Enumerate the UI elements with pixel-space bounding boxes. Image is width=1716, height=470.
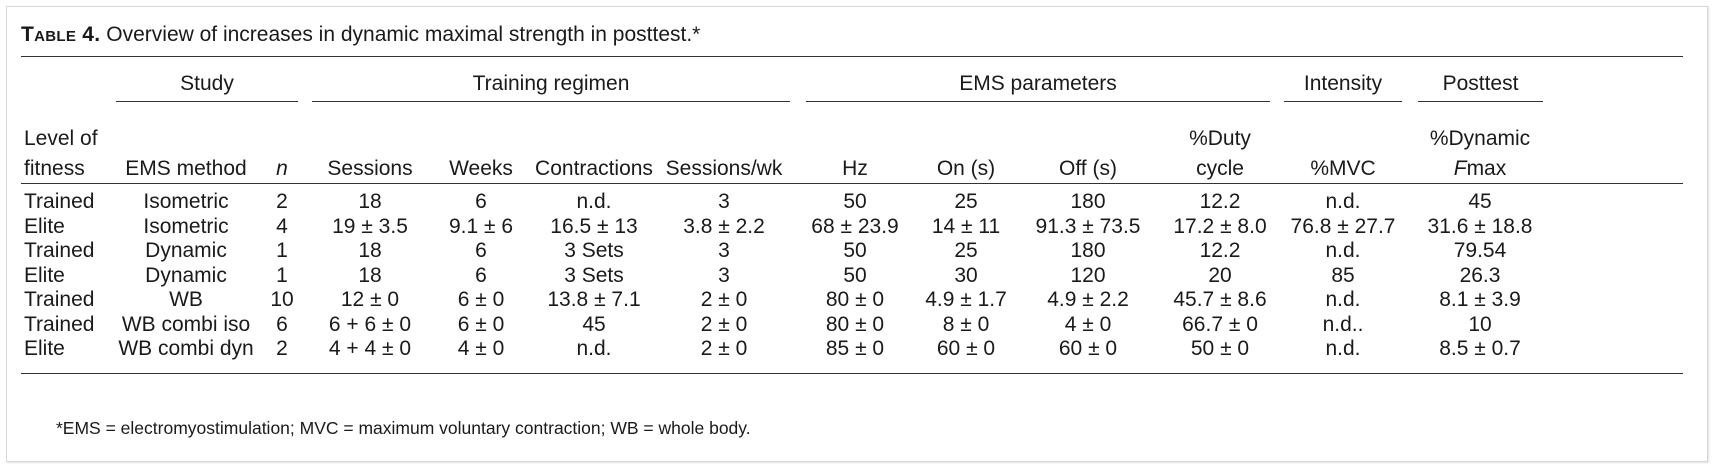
cell-method: Isometric bbox=[143, 214, 229, 238]
cell-dynamic-fmax: 45 bbox=[1468, 190, 1492, 213]
cell-fitness: Trained bbox=[24, 239, 95, 262]
cell-hz: 50 bbox=[843, 190, 867, 213]
cell-sessions: 18 bbox=[358, 239, 382, 262]
cell-n: 2 bbox=[276, 337, 288, 360]
cell-off: 180 bbox=[1070, 239, 1106, 262]
group-posttest: Posttest bbox=[1442, 72, 1519, 95]
cell-sessions: 4 + 4 ± 0 bbox=[328, 337, 412, 360]
cell-off: 91.3 ± 73.5 bbox=[1035, 214, 1141, 238]
cell-mvc: 85 bbox=[1331, 263, 1355, 287]
cell-hz: 80 ± 0 bbox=[825, 288, 885, 311]
bottom-rule bbox=[21, 373, 1683, 374]
cell-sessions: 12 ± 0 bbox=[340, 288, 400, 311]
cell-off: 120 bbox=[1070, 263, 1106, 287]
cell-weeks: 9.1 ± 6 bbox=[448, 214, 514, 238]
cell-mvc: n.d. bbox=[1325, 239, 1361, 262]
cell-off: 180 bbox=[1070, 190, 1106, 213]
col-header-n: n bbox=[276, 157, 288, 180]
cell-sessions: 18 bbox=[358, 190, 382, 213]
cell-fitness: Elite bbox=[24, 263, 65, 287]
group-underline-ems bbox=[806, 101, 1270, 102]
cell-method: WB combi dyn bbox=[118, 337, 254, 360]
col-header-off: Off (s) bbox=[1059, 157, 1117, 180]
cell-contractions: n.d. bbox=[576, 190, 612, 213]
cell-hz: 68 ± 23.9 bbox=[811, 214, 899, 238]
col-header-weeks: Weeks bbox=[449, 157, 513, 180]
cell-mvc: 76.8 ± 27.7 bbox=[1290, 214, 1396, 238]
group-underline-study bbox=[116, 101, 298, 102]
group-underline-posttest bbox=[1418, 101, 1543, 102]
cell-weeks: 6 bbox=[475, 263, 487, 287]
cell-method: Dynamic bbox=[145, 263, 227, 287]
cell-dynamic-fmax: 79.54 bbox=[1453, 239, 1507, 262]
col-header-mvc: %MVC bbox=[1310, 157, 1376, 180]
cell-duty-cycle: 12.2 bbox=[1199, 239, 1241, 262]
cell-on: 25 bbox=[954, 239, 978, 262]
cell-mvc: n.d.. bbox=[1322, 312, 1364, 336]
col-header-fitness: Level of fitness bbox=[24, 127, 98, 180]
cell-duty-cycle: 45.7 ± 8.6 bbox=[1173, 288, 1267, 311]
table-label: Table 4. bbox=[21, 23, 101, 46]
cell-n: 1 bbox=[276, 263, 288, 287]
cell-weeks: 6 bbox=[475, 239, 487, 262]
cell-contractions: 13.8 ± 7.1 bbox=[547, 288, 641, 311]
cell-duty-cycle: 17.2 ± 8.0 bbox=[1173, 214, 1267, 238]
cell-sessions: 19 ± 3.5 bbox=[332, 214, 408, 238]
cell-dynamic-fmax: 10 bbox=[1468, 312, 1492, 336]
cell-off: 60 ± 0 bbox=[1058, 337, 1118, 360]
table-footnote: *EMS = electromyostimulation; MVC = maximum voluntary contraction; WB = whole body. bbox=[56, 418, 751, 438]
cell-n: 4 bbox=[276, 214, 288, 238]
cell-on: 8 ± 0 bbox=[942, 312, 990, 336]
cell-sessions-per-wk: 2 ± 0 bbox=[700, 288, 748, 311]
cell-sessions-per-wk: 3 bbox=[718, 239, 730, 262]
cell-dynamic-fmax: 26.3 bbox=[1459, 263, 1501, 287]
cell-on: 30 bbox=[954, 263, 978, 287]
cell-duty-cycle: 12.2 bbox=[1199, 190, 1241, 213]
group-underline-intensity bbox=[1284, 101, 1402, 102]
col-header-method: EMS method bbox=[125, 157, 247, 180]
cell-duty-cycle: 20 bbox=[1208, 263, 1232, 287]
cell-method: WB bbox=[169, 288, 203, 311]
cell-duty-cycle: 66.7 ± 0 bbox=[1182, 312, 1258, 336]
cell-on: 25 bbox=[954, 190, 978, 213]
cell-fitness: Trained bbox=[24, 288, 95, 311]
group-study: Study bbox=[180, 72, 234, 95]
cell-hz: 80 ± 0 bbox=[825, 312, 885, 336]
cell-sessions-per-wk: 3.8 ± 2.2 bbox=[683, 214, 765, 238]
col-header-duty-cycle: %Duty cycle bbox=[1189, 127, 1251, 180]
cell-weeks: 4 ± 0 bbox=[457, 337, 505, 360]
cell-fitness: Trained bbox=[24, 190, 95, 213]
cell-hz: 50 bbox=[843, 239, 867, 262]
cell-mvc: n.d. bbox=[1325, 288, 1361, 311]
cell-hz: 85 ± 0 bbox=[825, 337, 885, 360]
cell-n: 10 bbox=[270, 288, 294, 311]
cell-fitness: Trained bbox=[24, 312, 95, 336]
cell-method: Dynamic bbox=[145, 239, 227, 262]
col-header-on: On (s) bbox=[936, 157, 996, 180]
cell-fitness: Elite bbox=[24, 337, 65, 360]
cell-off: 4.9 ± 2.2 bbox=[1047, 288, 1129, 311]
group-intensity: Intensity bbox=[1303, 72, 1383, 95]
cell-sessions: 6 + 6 ± 0 bbox=[328, 312, 412, 336]
cell-contractions: 3 Sets bbox=[564, 239, 624, 262]
cell-on: 14 ± 11 bbox=[931, 214, 1001, 238]
col-header-dynamic-fmax: %Dynamic Fmax bbox=[1429, 127, 1531, 180]
cell-n: 6 bbox=[276, 312, 288, 336]
cell-duty-cycle: 50 ± 0 bbox=[1190, 337, 1250, 360]
cell-n: 2 bbox=[276, 190, 288, 213]
cell-weeks: 6 bbox=[475, 190, 487, 213]
cell-sessions: 18 bbox=[358, 263, 382, 287]
cell-contractions: n.d. bbox=[576, 337, 612, 360]
cell-method: Isometric bbox=[143, 190, 229, 213]
cell-hz: 50 bbox=[843, 263, 867, 287]
cell-on: 4.9 ± 1.7 bbox=[925, 288, 1007, 311]
cell-sessions-per-wk: 2 ± 0 bbox=[700, 312, 748, 336]
header-rule bbox=[21, 183, 1683, 184]
cell-mvc: n.d. bbox=[1325, 190, 1361, 213]
cell-contractions: 45 bbox=[582, 312, 606, 336]
cell-n: 1 bbox=[276, 239, 288, 262]
cell-mvc: n.d. bbox=[1325, 337, 1361, 360]
group-training-regimen: Training regimen bbox=[472, 72, 630, 95]
col-header-contractions: Contractions bbox=[535, 157, 653, 180]
cell-sessions-per-wk: 3 bbox=[718, 190, 730, 213]
cell-weeks: 6 ± 0 bbox=[457, 312, 505, 336]
cell-off: 4 ± 0 bbox=[1064, 312, 1112, 336]
col-header-sessions: Sessions bbox=[327, 157, 413, 180]
col-header-sessions-per-wk: Sessions/wk bbox=[665, 157, 783, 180]
cell-contractions: 3 Sets bbox=[564, 263, 624, 287]
cell-sessions-per-wk: 2 ± 0 bbox=[700, 337, 748, 360]
cell-sessions-per-wk: 3 bbox=[718, 263, 730, 287]
cell-dynamic-fmax: 8.1 ± 3.9 bbox=[1439, 288, 1521, 311]
cell-method: WB combi iso bbox=[121, 312, 251, 336]
top-rule bbox=[21, 56, 1683, 57]
table-caption: Overview of increases in dynamic maximal strength in posttest.* bbox=[106, 23, 701, 46]
cell-fitness: Elite bbox=[24, 214, 65, 238]
group-underline-training bbox=[312, 101, 790, 102]
table-title bbox=[21, 22, 700, 48]
cell-dynamic-fmax: 8.5 ± 0.7 bbox=[1439, 337, 1521, 360]
cell-on: 60 ± 0 bbox=[936, 337, 996, 360]
cell-dynamic-fmax: 31.6 ± 18.8 bbox=[1427, 214, 1533, 238]
group-ems-parameters: EMS parameters bbox=[959, 72, 1117, 95]
cell-contractions: 16.5 ± 13 bbox=[550, 214, 638, 238]
col-header-hz: Hz bbox=[842, 157, 868, 180]
cell-weeks: 6 ± 0 bbox=[457, 288, 505, 311]
